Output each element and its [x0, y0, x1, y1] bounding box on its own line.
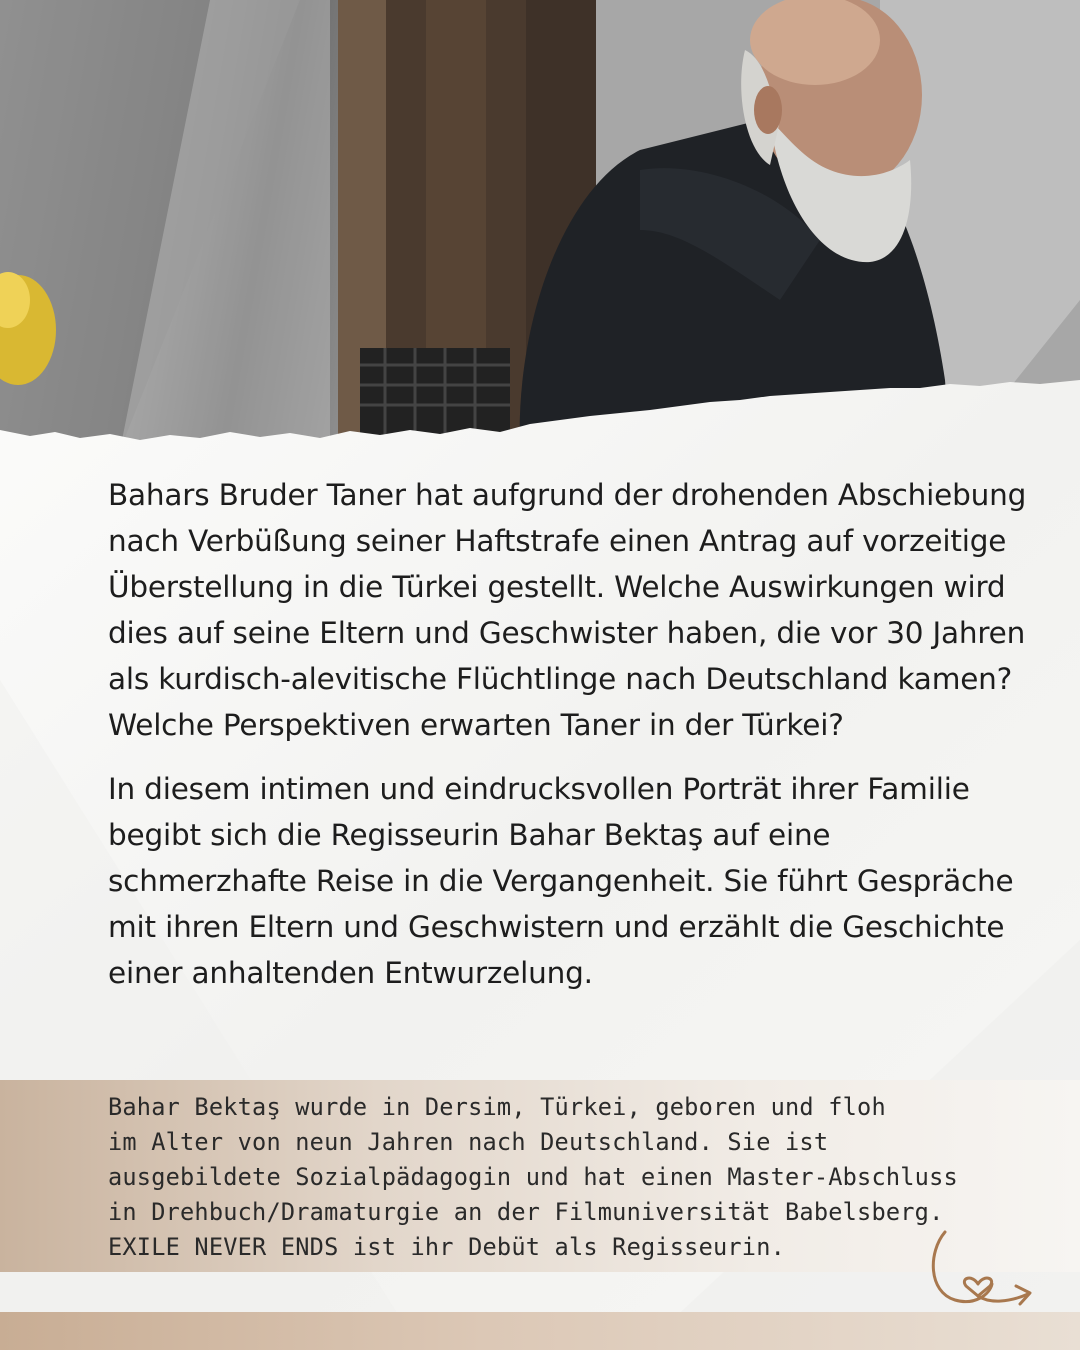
synopsis-text: [108, 472, 1038, 1014]
synopsis-paragraph-1: Bahars Bruder Taner hat aufgrund der drohenden Abschiebung nach Verbüßung seiner Haftstrafe einen Antrag auf vorzeitige Überstellung in die Türkei gestellt. Welche Auswirkungen wird dies auf seine Eltern und Geschwister haben, die vor 30 Jahren als kurdisch-alevitische Flüchtlinge nach Deutschland kamen? Welche Perspektiven erwarten Taner in der Türkei?: [108, 478, 1027, 742]
swipe-heart-arrow-icon[interactable]: [920, 1222, 1040, 1312]
synopsis-paragraph-2: In diesem intimen und eindrucksvollen Porträt ihrer Familie begibt sich die Regisseurin Bahar Bektaş auf eine schmerzhafte Reise in die Vergangenheit. Sie führt Gespräche mit ihren Eltern und Geschwistern und erzählt die Geschichte einer anhaltenden Entwurzelung.: [108, 772, 1014, 990]
director-bio: Bahar Bektaş wurde in Dersim, Türkei, geboren und floh im Alter von neun Jahren nach Deutschland. Sie ist ausgebildete Sozialpädagogin und hat einen Master-Abschluss in Drehbuch/Dramaturgie an der Filmuniversität Babelsberg. EXILE NEVER ENDS ist ihr Debüt als Regisseurin.: [108, 1093, 958, 1261]
bottom-strip: [0, 1312, 1080, 1350]
